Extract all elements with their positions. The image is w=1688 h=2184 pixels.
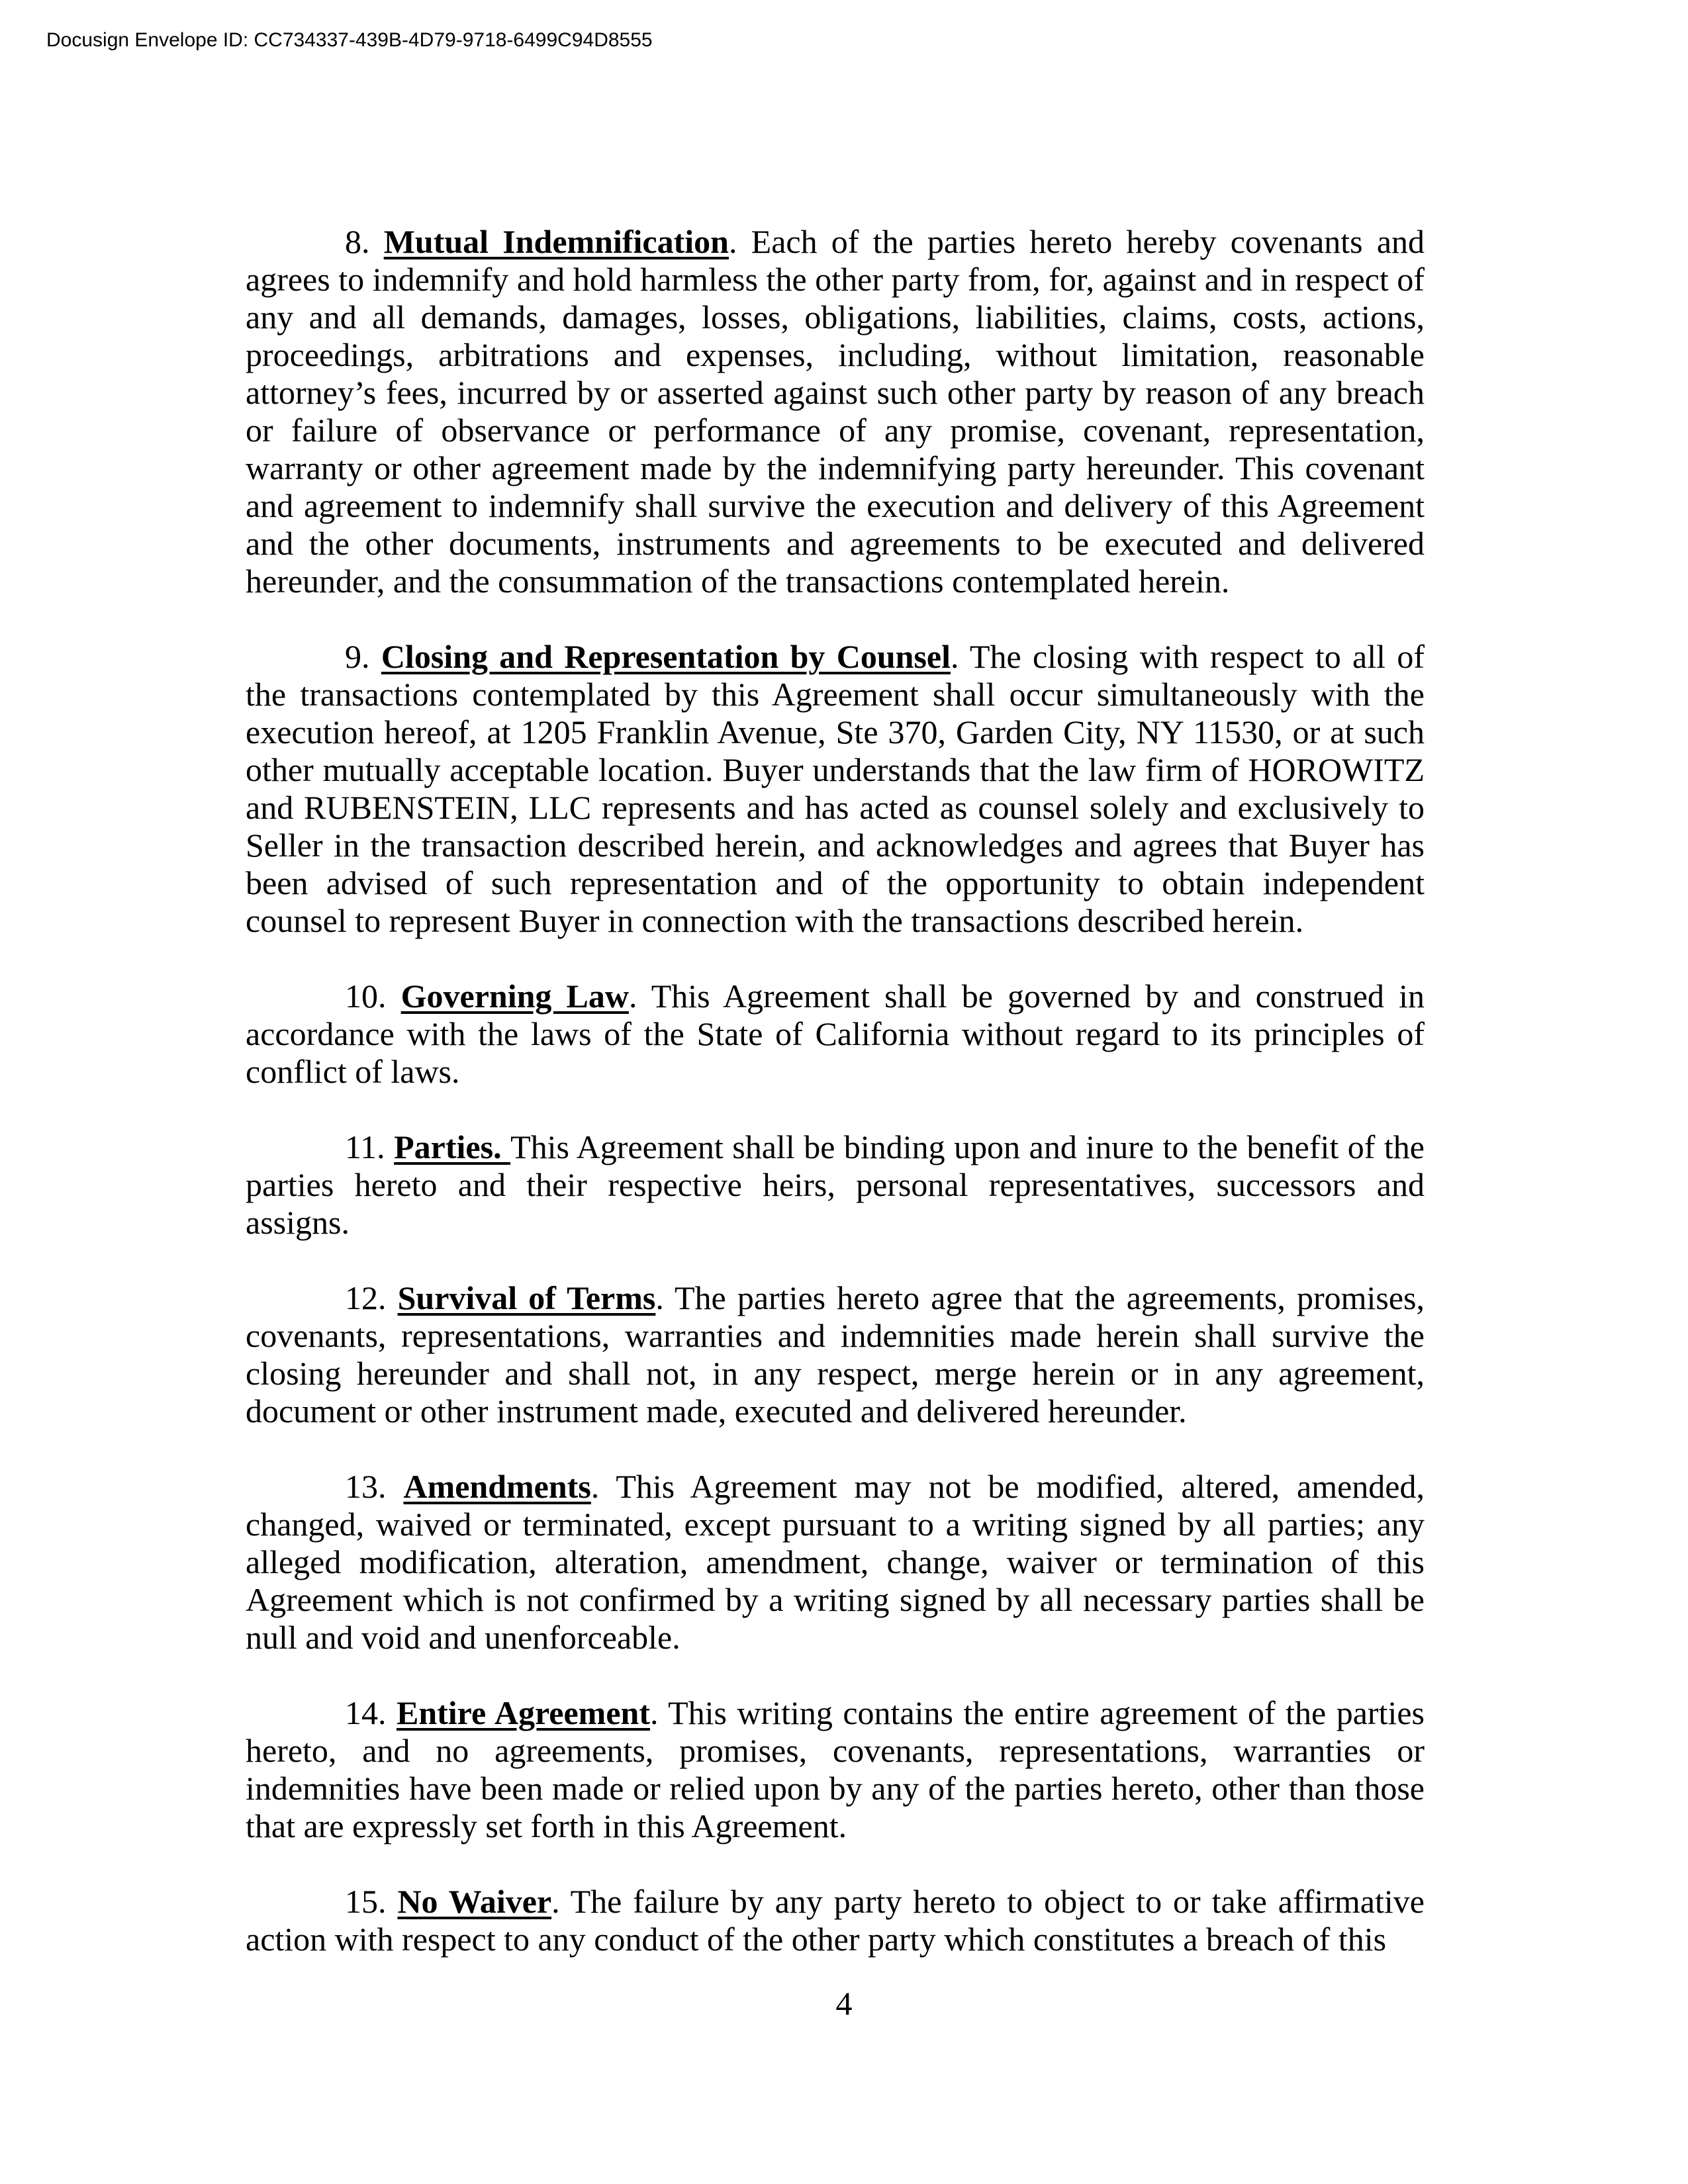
section-15	[246, 1883, 1425, 1958]
section-14	[246, 1694, 1425, 1845]
section-body: This writing contains the entire agreement of the parties hereto, and no agreements, promises, covenants, representations, warranties or indemnities have been made or relied upon by any of the parties hereto, other than those that are expressly set forth in this Agreement.	[246, 1694, 1425, 1844]
section-heading: No Waiver	[397, 1883, 552, 1920]
section-heading: Parties.	[394, 1128, 511, 1165]
section-punctuation: .	[728, 223, 751, 260]
section-10	[246, 978, 1425, 1091]
page-number: 4	[835, 1985, 853, 2022]
section-punctuation: .	[655, 1279, 675, 1316]
section-heading: Amendments	[403, 1468, 591, 1505]
section-body: Each of the parties hereto hereby covenants and agrees to indemnify and hold harmless the other party from, for, against and in respect of any and all demands, damages, losses, obligations, liabilities, claims, costs, actions, proceedings, arbitrations and expenses, including, without limitation, reasonable attorney’s fees, incurred by or asserted against such other party by reason of any breach or failure of observance or performance of any promise, covenant, representation, warranty or other agreement made by the indemnifying party hereunder. This covenant and agreement to indemnify shall survive the execution and delivery of this Agreement and the other documents, instruments and agreements to be executed and delivered hereunder, and the consummation of the transactions contemplated herein.	[246, 223, 1425, 600]
section-body: The failure by any party hereto to object to or take affirmative action with respect to any conduct of the other party which constitutes a breach of this	[246, 1883, 1425, 1958]
section-11	[246, 1128, 1425, 1242]
section-13	[246, 1468, 1425, 1657]
section-number: 13.	[345, 1468, 404, 1505]
section-heading: Closing and Representation by Counsel	[381, 638, 951, 675]
section-punctuation: .	[590, 1468, 616, 1505]
section-heading: Governing Law	[400, 978, 629, 1015]
section-punctuation: .	[628, 978, 651, 1015]
document-body	[246, 223, 1425, 1996]
section-number: 10.	[345, 978, 401, 1015]
envelope-id: Docusign Envelope ID: CC734337-439B-4D79-9718-6499C94D8555	[46, 29, 653, 51]
section-body: This Agreement shall be binding upon and inure to the benefit of the parties hereto and their respective heirs, personal representatives, successors and assigns.	[246, 1128, 1425, 1241]
section-number: 12.	[345, 1279, 398, 1316]
section-body: This Agreement shall be governed by and construed in accordance with the laws of the State of California without regard to its principles of conflict of laws.	[246, 978, 1425, 1090]
section-number: 9.	[345, 638, 381, 675]
section-number: 8.	[345, 223, 384, 260]
section-9	[246, 638, 1425, 940]
section-12	[246, 1279, 1425, 1430]
section-number: 15.	[345, 1883, 398, 1920]
section-heading: Entire Agreement	[396, 1694, 650, 1731]
section-heading: Mutual Indemnification	[383, 223, 729, 260]
section-punctuation: .	[649, 1694, 669, 1731]
section-8	[246, 223, 1425, 600]
section-number: 11.	[345, 1128, 395, 1165]
section-punctuation: .	[951, 638, 970, 675]
section-heading: Survival of Terms	[397, 1279, 656, 1316]
section-punctuation: .	[551, 1883, 571, 1920]
section-body: The closing with respect to all of the transactions contemplated by this Agreement shall occur simultaneously with the execution hereof, at 1205 Franklin Avenue, Ste 370, Garden City, NY 11530, or at such other mutually acceptable location. Buyer understands that the law firm of HOROWITZ and RUBENSTEIN, LLC represents and has acted as counsel solely and exclusively to Seller in the transaction described herein, and acknowledges and agrees that Buyer has been advised of such representation and of the opportunity to obtain independent counsel to represent Buyer in connection with the transactions described herein.	[246, 638, 1425, 939]
section-number: 14.	[345, 1694, 397, 1731]
section-body: This Agreement may not be modified, altered, amended, changed, waived or terminated, except pursuant to a writing signed by all parties; any alleged modification, alteration, amendment, change, waiver or termination of this Agreement which is not confirmed by a writing signed by all necessary parties shall be null and void and unenforceable.	[246, 1468, 1425, 1656]
section-body: The parties hereto agree that the agreements, promises, covenants, representations, warranties and indemnities made herein shall survive the closing hereunder and shall not, in any respect, merge herein or in any agreement, document or other instrument made, executed and delivered hereunder.	[246, 1279, 1425, 1430]
